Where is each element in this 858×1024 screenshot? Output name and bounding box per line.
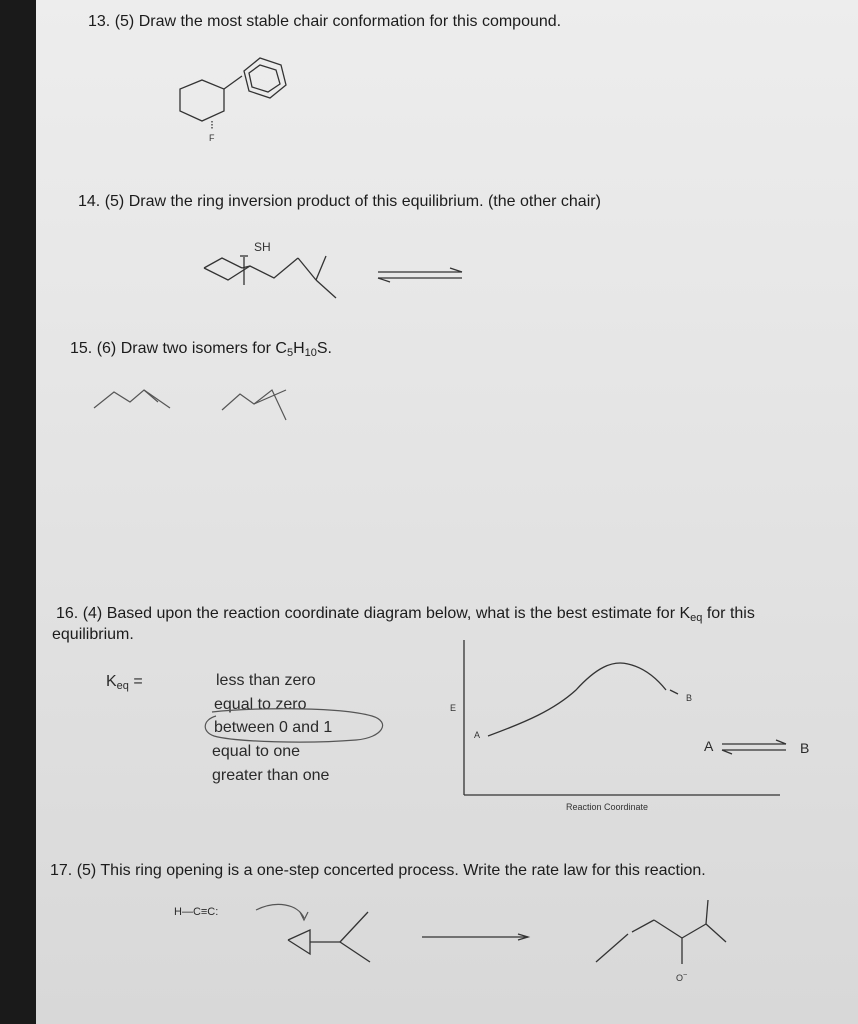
diagram-point-b: B [686, 693, 693, 703]
q17-structures [36, 0, 858, 1024]
equilibrium-right: B [800, 740, 810, 756]
equilibrium-left: A [704, 738, 714, 754]
option-greater-than-one: greater than one [212, 767, 330, 784]
q17-acetylide: H—C≡C: [174, 906, 219, 918]
option-equal-to-one: equal to one [212, 743, 301, 760]
diagram-point-a: A [474, 730, 481, 740]
option-less-than-zero: less than zero [216, 672, 316, 689]
keq-label: $K_{eq}$ = [106, 673, 143, 692]
question-13-text: 13. (5) Draw the most stable chair conformation for this compound. [88, 13, 562, 30]
q14-thiol-label: SH [254, 240, 271, 254]
diagram-x-axis-label: Reaction Coordinate [566, 802, 649, 812]
exam-page [36, 0, 858, 1024]
option-equal-to-zero: equal to zero [214, 696, 307, 713]
q17-oxygen-label: O− [676, 970, 688, 983]
diagram-y-axis-label: E [450, 703, 457, 713]
q13-fluorine-label: F [209, 133, 215, 143]
option-between-0-and-1: between 0 and 1 [214, 719, 333, 736]
question-15: 15. (6) Draw two isomers for $C_5H_{10}S$. [70, 340, 332, 359]
question-16-line2: equilibrium. [52, 626, 134, 643]
question-16: 16. (4) Based upon the reaction coordinate diagram below, what is the best estimate for $K_{eq}$ for this [56, 605, 755, 624]
question-14-text: 14. (5) Draw the ring inversion product of this equilibrium. (the other chair) [78, 193, 601, 210]
question-17-text: 17. (5) This ring opening is a one-step concerted process. Write the rate law for this reaction. [50, 862, 706, 879]
